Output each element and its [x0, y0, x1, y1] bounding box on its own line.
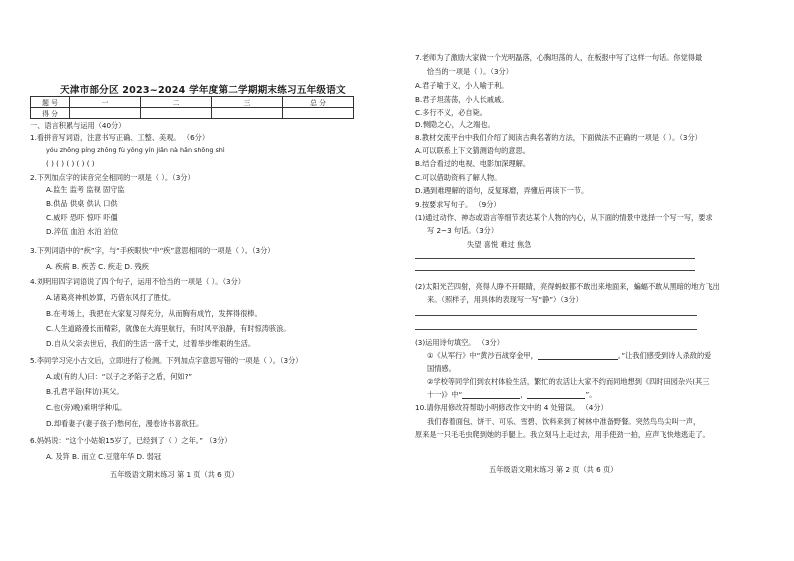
question-1-pinyin: yóu zhōng píng zhǒng fù yǒng yín jiǎn nà hǎn shōng shì	[46, 146, 225, 154]
question-8-option-c[interactable]: C.可以借助资料了解人物。	[415, 173, 502, 182]
question-9-part-1: (1)通过动作、神态或语言等细节表达某个人物的内心，从下面的情景中选择一个写一写，要求	[415, 213, 713, 222]
question-6-options[interactable]: A. 及笄 B. 而立 C.豆蔻年华 D. 弱冠	[46, 452, 161, 461]
question-1-answer-blanks[interactable]: ( ) ( ) ( ) ( ) ( )	[46, 159, 95, 168]
question-7: 7.老师为了激励大家做一个光明磊落，心胸坦荡的人，在板报中写了这样一句话。你觉得最	[415, 53, 703, 62]
answer-line[interactable]	[415, 258, 695, 259]
fill-in-blank[interactable]	[527, 391, 585, 399]
section-heading: 一、语言积累与运用（40分）	[30, 121, 126, 130]
question-7-option-b[interactable]: B.君子坦荡荡，小人长戚戚。	[415, 95, 509, 104]
question-4-option-b[interactable]: B.在考场上，我把在大家复习得充分，从而胸有成竹，发挥得很棒。	[46, 309, 262, 318]
answer-line[interactable]	[415, 329, 697, 330]
score-cell: 二	[141, 97, 212, 108]
question-10-paragraph-line-1: 我们春着面包、饼干、可乐、雪碧、饮料来到了树林中准备野餐。突然鸟鸟尖叫一声，	[427, 417, 701, 426]
fill-in-blank[interactable]	[462, 391, 520, 399]
exam-page-2	[397, 0, 794, 561]
question-9-part-3-item-1-cont: 国情感。	[427, 364, 456, 373]
question-2-option-c[interactable]: C.威吓 恐吓 惊吓 吓僵	[46, 213, 118, 222]
question-2-option-a[interactable]: A.监生 监考 监视 固守监	[46, 185, 125, 194]
question-4-option-d[interactable]: D.自从父亲去世后，我们的生活一落千丈，过着举步维艰的生活。	[46, 339, 256, 348]
poem-prompt-text: 。”让我们感受到诗人杀敌的爱	[617, 351, 712, 360]
question-4-option-a[interactable]: A.诸葛亮神机妙算，巧借东风打了胜仗。	[46, 293, 176, 302]
score-table	[30, 96, 354, 119]
question-10: 10.请你用修改符帮助小明修改作文中的 4 处错误。 （4分）	[415, 403, 608, 412]
question-7-option-a[interactable]: A.君子喻于义，小人喻于利。	[415, 81, 509, 90]
score-input-cell[interactable]	[283, 108, 354, 119]
question-4: 4.刘明用四字词语说了四个句子，运用不恰当的一项是（ ）。（3分）	[30, 277, 245, 286]
question-5-option-d[interactable]: D.却看妻子(妻子孩子)愁何在，漫卷诗书喜欲狂。	[46, 419, 204, 428]
question-1: 1.看拼音写词语，注意书写正确、工整、美观。 （6分）	[30, 133, 210, 142]
poem-prompt-text: ①《从军行》中“黄沙百战穿金甲，	[427, 351, 538, 360]
poem-prompt-text: ”。	[585, 390, 597, 399]
question-9-part-2: (2)太阳光芒四射，亮得人睁不开眼睛，亮得蚂蚁都不敢出来地面来，蝙蝠不敢从黑暗的地方飞出	[415, 282, 720, 291]
question-3-options[interactable]: A. 疾病 B. 疾苦 C. 疾走 D. 残疾	[46, 262, 149, 271]
question-4-option-c[interactable]: C.人生道路漫长而精彩，就像在大海里航行，有时风平浪静，有时惊涛骇浪。	[46, 324, 291, 333]
score-table-header-row	[31, 97, 354, 108]
question-9-word-choices: 失望 喜悦 难过 焦急	[467, 240, 532, 249]
question-2-option-b[interactable]: B.供品 供桌 供认 口供	[46, 199, 118, 208]
score-cell: 三	[212, 97, 283, 108]
question-9: 9.按要求写句子。 （9分）	[415, 200, 501, 209]
answer-line[interactable]	[415, 270, 695, 271]
poem-prompt-text: 十一)》中“	[427, 390, 463, 399]
question-8: 8.教材交流平台中我们介绍了阅读古典名著的方法，下面做法不正确的一项是（ ）。（3分）	[415, 133, 702, 142]
exam-title: 天津市部分区 2023~2024 学年度第二学期期末练习五年级语文	[60, 85, 346, 96]
answer-line[interactable]	[415, 315, 697, 316]
question-9-part-3-item-2-cont	[427, 390, 596, 399]
question-7-option-d[interactable]: D.恻隐之心，人之端也。	[415, 120, 495, 129]
question-10-paragraph-line-2: 原来是一只毛毛虫爬到她的手腿上。我立刻马上走过去，用手使劲一拍，应声飞快地逃走了。	[415, 430, 710, 439]
score-cell: 得 分	[31, 108, 70, 119]
question-5-option-c[interactable]: C.也(旁)晚)乘明学种瓜。	[46, 403, 127, 412]
score-cell: 总 分	[283, 97, 354, 108]
question-9-part-1-cont: 写 2~3 句话。（3分）	[427, 226, 499, 235]
question-8-option-b[interactable]: B.结合看过的电视、电影加深理解。	[415, 159, 531, 168]
question-2-option-d[interactable]: D.淬伍 血泊 水泊 泊位	[46, 227, 119, 236]
question-9-part-3-item-2: ②学校等同学们到农村体验生活，繁忙的农活让大家不约而同地想到《四时田园杂兴(其三	[427, 377, 710, 386]
question-7-option-c[interactable]: C.多行不义，必自毙。	[415, 108, 487, 117]
score-cell: 题 号	[31, 97, 70, 108]
fill-in-blank[interactable]	[538, 352, 618, 360]
score-input-cell[interactable]	[70, 108, 141, 119]
score-table-score-row	[31, 108, 354, 119]
page-footer: 五年级语文期末练习 第 2 页（共 6 页）	[489, 465, 618, 474]
question-5-option-a[interactable]: A.或(有的人)曰：“以子之矛陷子之盾，何如?”	[46, 372, 193, 381]
question-6: 6.妈妈说：“这个小姑娘15岁了，已经到了（ ）之年。” （3分）	[30, 436, 232, 445]
score-input-cell[interactable]	[212, 108, 283, 119]
question-9-part-3: (3)运用诗句填空。 （3分）	[415, 338, 504, 347]
question-5-option-b[interactable]: B.孔君平诣(拜访)其父。	[46, 387, 124, 396]
poem-prompt-text: ，	[520, 390, 528, 399]
question-5: 5.李同学习完小古文后，立即进行了检测。下列加点字意思写错的一项是（ ）。（3分）	[30, 356, 303, 365]
question-2: 2.下列加点字的读音完全相同的一项是（ ）。（3分）	[30, 173, 195, 182]
question-8-option-d[interactable]: D.遇到难理解的语句，反复琢磨，弄懂后再读下一节。	[415, 186, 589, 195]
page-footer: 五年级语文期末练习 第 1 页（共 6 页）	[110, 470, 239, 479]
question-9-part-2-cont: 来。（照样子，用具体的表现写一写“静”）（3分）	[427, 295, 583, 304]
question-8-option-a[interactable]: A.可以联系上下文猜测语句的意思。	[415, 146, 530, 155]
question-3: 3.下列词语中的“疾”字，与“手疾眼快”中“疾”意思相同的一项是（ ）。（3分）	[30, 246, 275, 255]
score-cell: 一	[70, 97, 141, 108]
question-7-cont: 恰当的一项是（ ）。（3分）	[427, 67, 513, 76]
score-input-cell[interactable]	[141, 108, 212, 119]
question-9-part-3-item-1	[427, 351, 711, 360]
